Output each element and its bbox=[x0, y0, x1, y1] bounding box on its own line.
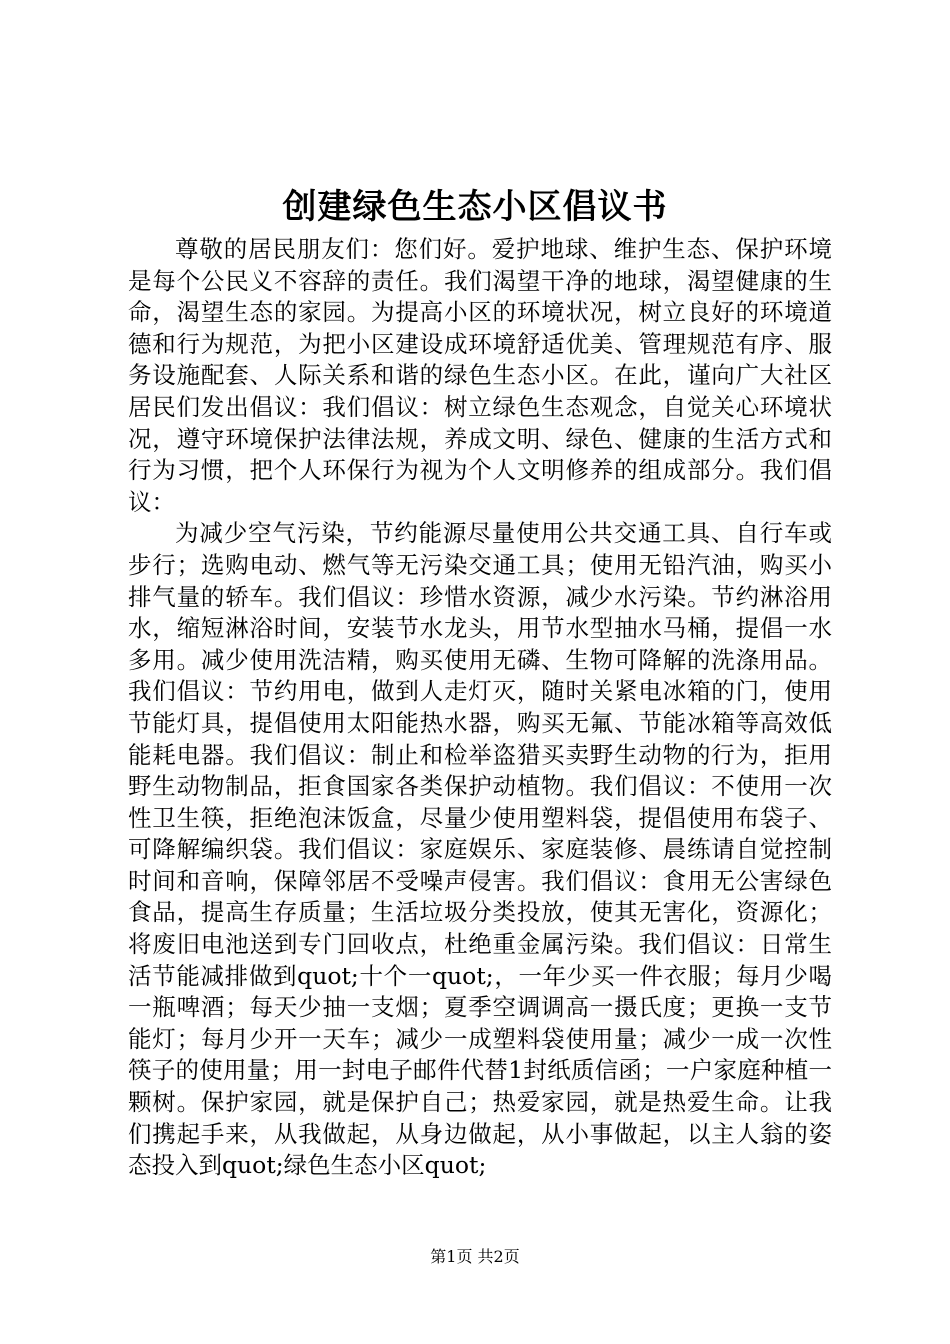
paragraph-2: 为减少空气污染，节约能源尽量使用公共交通工具、自行车或步行；选购电动、燃气等无污染交通工具；使用无铅汽油，购买小排气量的轿车。我们倡议：珍惜水资源，减少水污染。节约淋浴用水，缩短淋浴时间，安装节水龙头，用节水型抽水马桶，提倡一水多用。减少使用洗洁精，购买使用无磷、生物可降解的洗涤用品。我们倡议：节约用电，做到人走灯灭，随时关紧电冰箱的门，使用节能灯具，提倡使用太阳能热水器，购买无氟、节能冰箱等高效低能耗电器。我们倡议：制止和检举盗猎买卖野生动物的行为，拒用野生动物制品，拒食国家各类保护动植物。我们倡议：不使用一次性卫生筷，拒绝泡沫饭盒，尽量少使用塑料袋，提倡使用布袋子、可降解编织袋。我们倡议：家庭娱乐、家庭装修、晨练请自觉控制时间和音响，保障邻居不受噪声侵害。我们倡议：食用无公害绿色食品，提高生存质量；生活垃圾分类投放，使其无害化，资源化；将废旧电池送到专门回收点，杜绝重金属污染。我们倡议：日常生活节能减排做到quot;十个一quot;，一年少买一件衣服；每月少喝一瓶啤酒；每天少抽一支烟；夏季空调调高一摄氏度；更换一支节能灯；每月少开一天车；减少一成塑料袋使用量；减少一成一次性筷子的使用量；用一封电子邮件代替1封纸质信函；一户家庭种植一颗树。保护家园，就是保护自己；热爱家园，就是热爱生命。让我们携起手来，从我做起，从身边做起，从小事做起，以主人翁的姿态投入到quot;绿色生态小区quot; bbox=[128, 519, 832, 1180]
page-title: 创建绿色生态小区倡议书 bbox=[282, 187, 668, 227]
page-footer: 第1页 共2页 bbox=[430, 1247, 520, 1266]
paragraph-1: 尊敬的居民朋友们：您们好。爱护地球、维护生态、保护环境是每个公民义不容辞的责任。我们渴望干净的地球，渴望健康的生命，渴望生态的家园。为提高小区的环境状况，树立良好的环境道德和行为规范，为把小区建设成环境舒适优美、管理规范有序、服务设施配套、人际关系和谐的绿色生态小区。在此，谨向广大社区居民们发出倡议：我们倡议：树立绿色生态观念，自觉关心环境状况，遵守环境保护法律法规，养成文明、绿色、健康的生活方式和行为习惯，把个人环保行为视为个人文明修养的组成部分。我们倡议： bbox=[128, 235, 832, 516]
document-body bbox=[128, 234, 832, 1182]
